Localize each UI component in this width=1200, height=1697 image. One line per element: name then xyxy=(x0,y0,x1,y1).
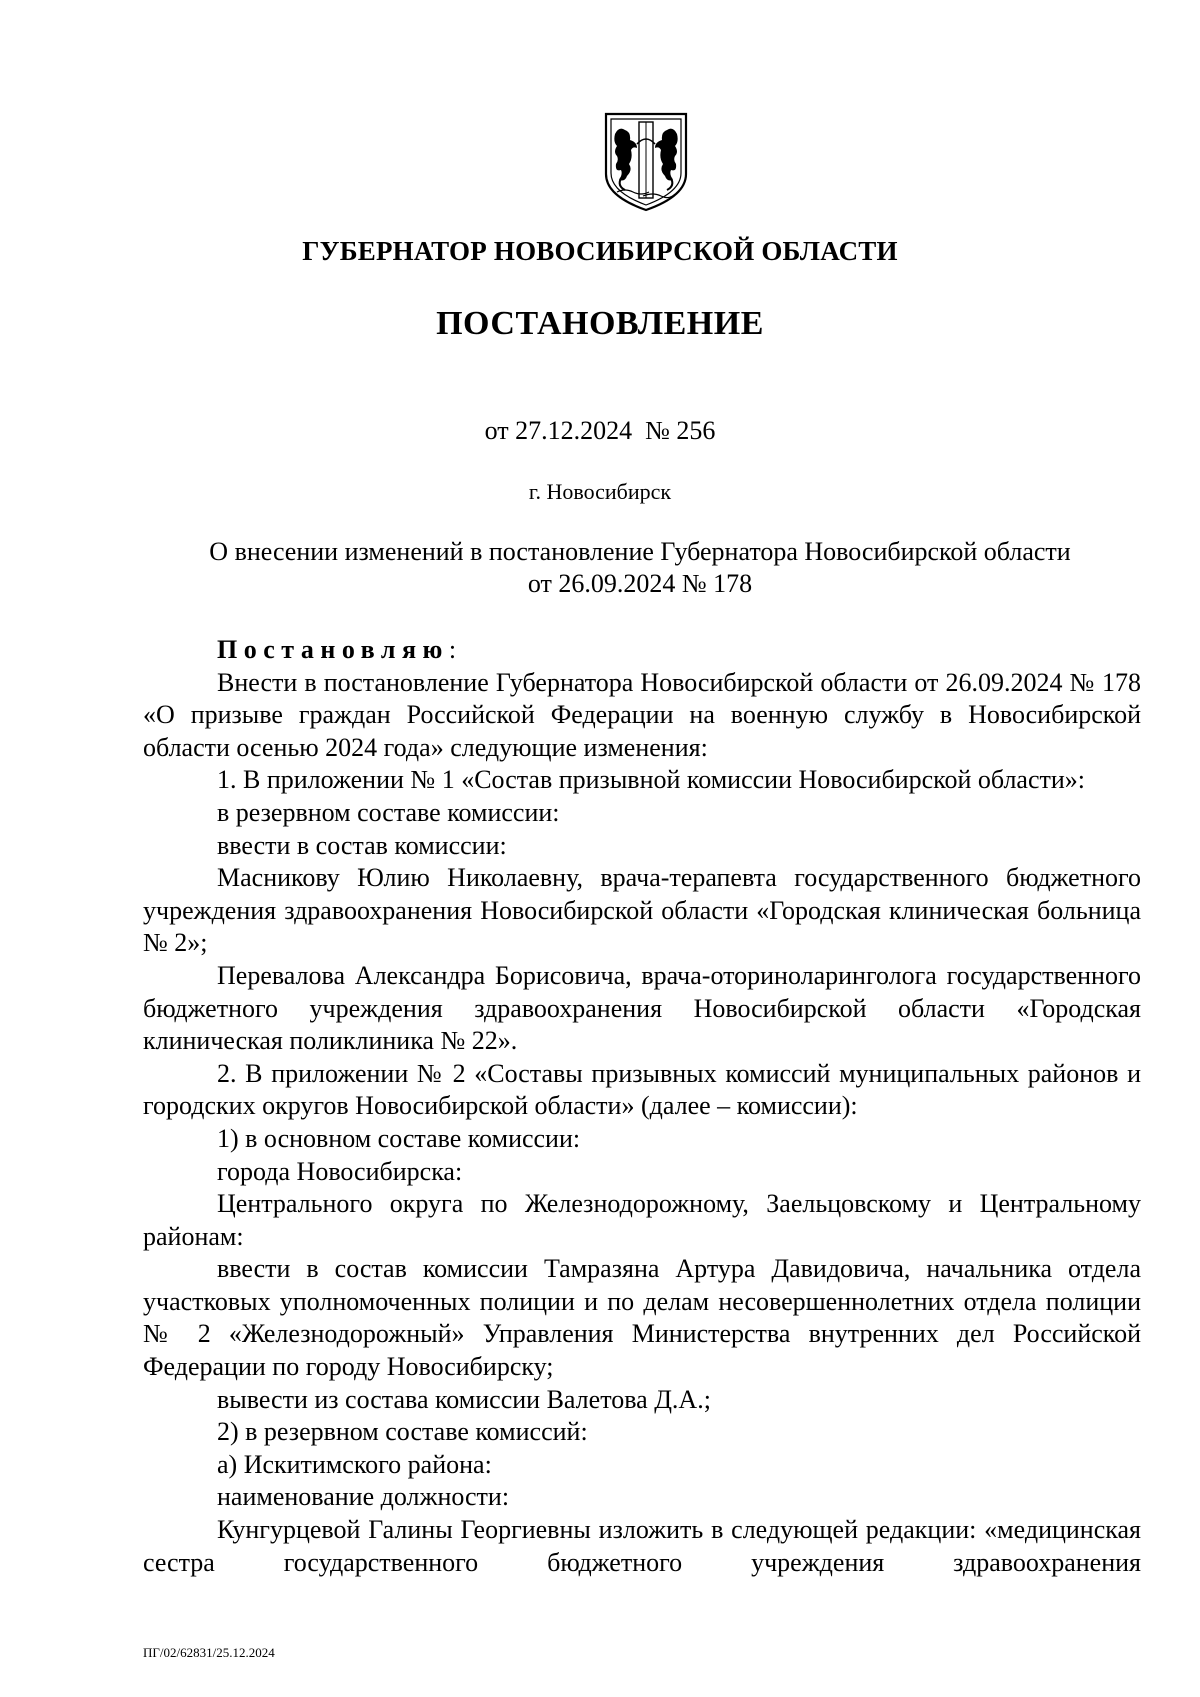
body-paragraph: в резервном составе комиссии: xyxy=(217,797,560,827)
issuing-authority: ГУБЕРНАТОР НОВОСИБИРСКОЙ ОБЛАСТИ xyxy=(302,236,898,266)
decree-word: Постановляю xyxy=(217,635,449,664)
body-paragraph: вывести из состава комиссии Валетова Д.А.; xyxy=(217,1384,711,1414)
body-paragraph: города Новосибирска: xyxy=(217,1156,463,1186)
body-paragraph: Масникову Юлию Николаевну, врача-терапевта государственного бюджетного учреждения здравоохранения Новосибирской области «Городская клиническая больница № 2»; xyxy=(143,863,1141,958)
document-body xyxy=(143,634,1141,1579)
body-paragraph: наименование должности: xyxy=(217,1482,510,1512)
body-paragraph: ввести в состав комиссии: xyxy=(217,830,507,860)
decree-line xyxy=(143,634,1141,667)
body-paragraph: 1. В приложении № 1 «Состав призывной комиссии Новосибирской области»: xyxy=(217,765,1086,795)
body-paragraph: 1) в основном составе комиссии: xyxy=(217,1123,581,1153)
document-title xyxy=(140,536,1140,600)
document-title-line-1: О внесении изменений в постановление Губернатора Новосибирской области xyxy=(209,537,1071,566)
decree-colon: : xyxy=(448,635,457,664)
body-paragraph: а) Искитимского района: xyxy=(217,1449,492,1479)
document-date-number: от 27.12.2024 № 256 xyxy=(484,416,716,445)
body-paragraph: 2. В приложении № 2 «Составы призывных комиссий муниципальных районов и городских округов Новосибирской области» (далее – комиссии): xyxy=(143,1058,1141,1121)
body-paragraph: 2) в резервном составе комиссий: xyxy=(217,1417,588,1447)
document-registration-code: ПГ/02/62831/25.12.2024 xyxy=(143,1645,275,1660)
document-city: г. Новосибирск xyxy=(528,479,672,504)
document-type-heading: ПОСТАНОВЛЕНИЕ xyxy=(436,305,764,342)
body-paragraph: Кунгурцевой Галины Георгиевны изложить в следующей редакции: «медицинская сестра государственного бюджетного учреждения здравоохранения xyxy=(143,1515,1141,1577)
body-paragraph: Внести в постановление Губернатора Новосибирской области от 26.09.2024 № 178 «О призыве граждан Российской Федерации на военную службу в Новосибирской области осенью 2024 года» следующие изменения: xyxy=(143,667,1141,762)
document-title-line-2: от 26.09.2024 № 178 xyxy=(527,569,753,598)
body-paragraph: ввести в состав комиссии Тамразяна Артура Давидовича, начальника отдела участковых уполномоченных полиции и по делам несовершеннолетних отдела полиции № 2 «Железнодорожный» Управления Министерства внутренних дел Российской Федерации по городу Новосибирску; xyxy=(143,1254,1141,1382)
body-paragraph: Перевалова Александра Борисовича, врача-оториноларинголога государственного бюджетного учреждения здравоохранения Новосибирской области «Городская клиническая поликлиника № 22». xyxy=(143,960,1141,1056)
body-paragraph: Центрального округа по Железнодорожному, Заельцовскому и Центральному районам: xyxy=(143,1189,1141,1251)
coat-of-arms-icon xyxy=(603,112,689,212)
